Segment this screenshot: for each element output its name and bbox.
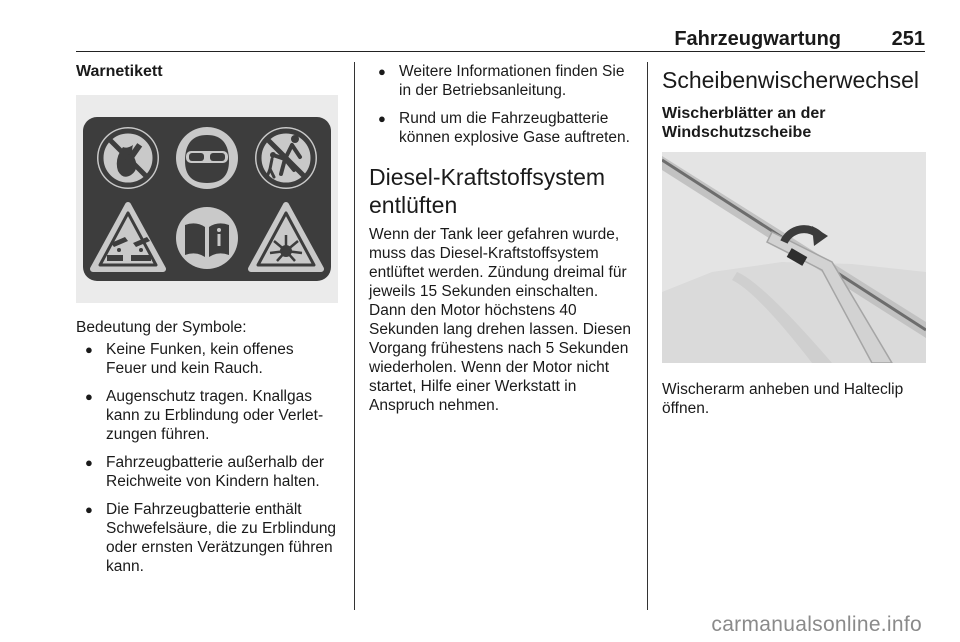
list-item: ● Weitere Informationen finden Sie in der Betriebsanleitung. (369, 62, 635, 100)
list-item: ● Fahrzeugbatterie außerhalb der Reichweite von Kindern halten. (76, 453, 338, 491)
wiper-image (662, 152, 926, 363)
wiper-caption: Wischerarm anheben und Halteclip öffnen. (662, 381, 904, 417)
diesel-paragraph: Wenn der Tank leer gefahren wurde, muss das Diesel-Kraftstoffsystem entlüftet werden. Zündung dreimal für jeweils 15 Sekunden einschalten. Dann den Motor höchstens 40 Sekunden lang drehen lassen. Diesen Vorgang frühestens nach 5 Sekunden wiederholen. Wenn der Motor nicht startet, Hilfe einer Werkstatt in Anspruch nehmen. (369, 226, 631, 414)
wiper-heading: Scheibenwischerwechsel (662, 67, 919, 93)
no-fire-icon (97, 127, 159, 189)
header-divider (76, 51, 925, 52)
read-manual-icon (176, 207, 238, 269)
page-title: Fahrzeugwartung (674, 28, 841, 50)
symbols-list (76, 340, 338, 576)
info-list (369, 62, 635, 147)
list-item: ● Rund um die Fahrzeugbatterie können explosive Gase auftreten. (369, 109, 635, 147)
page-number: 251 (891, 28, 925, 50)
keep-children-away-icon (255, 127, 317, 189)
watermark: carmanualsonline.info (711, 613, 922, 636)
column-2 (369, 62, 635, 415)
list-item: ● Die Fahrzeugbatterie enthält Schwefelsäure, die zu Erblindung oder ernsten Verätzungen führen kann. (76, 500, 338, 576)
list-item: ● Augenschutz tragen. Knallgas kann zu Erblindung oder Verletzungen führen. (76, 387, 338, 444)
column-divider-2 (647, 62, 648, 610)
eye-protection-icon (176, 127, 238, 189)
column-3 (662, 62, 928, 418)
diesel-heading: Diesel-Kraftstoffsystem entlüften (369, 164, 606, 218)
symbols-intro: Bedeutung der Symbole: (76, 319, 247, 336)
list-item: ● Keine Funken, kein offenes Feuer und kein Rauch. (76, 340, 338, 378)
wiper-subheading: Wischerblätter an der Windschutzscheibe (662, 105, 826, 141)
warning-label-heading: Warnetikett (76, 63, 163, 80)
warning-label-figure (76, 95, 338, 303)
page-header (76, 28, 925, 50)
column-1 (76, 62, 338, 585)
warning-label-image (83, 117, 331, 281)
wiper-figure (662, 152, 926, 363)
column-divider-1 (354, 62, 355, 610)
